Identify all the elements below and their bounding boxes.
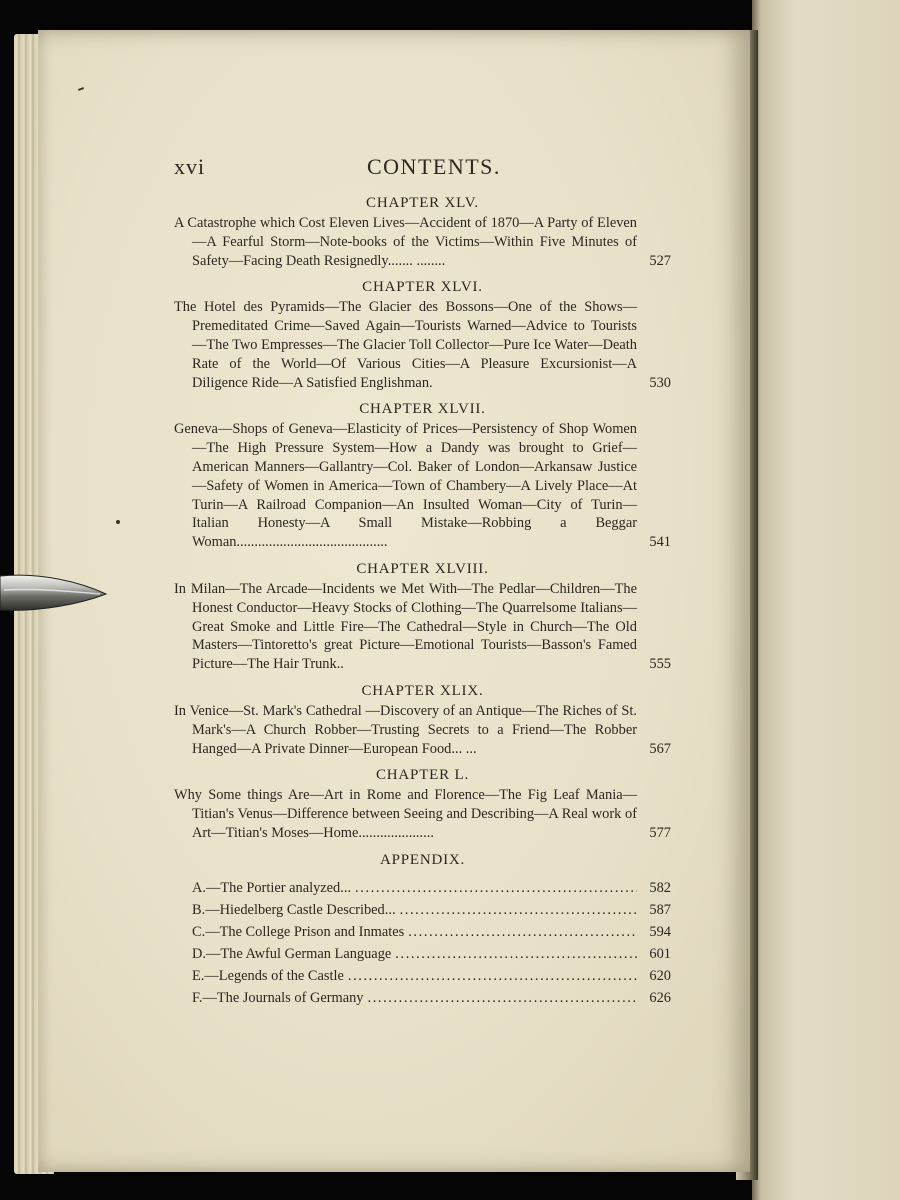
- chapter-page-number: 527: [649, 252, 671, 269]
- appendix-item: [174, 987, 671, 1009]
- dot-leader: [368, 987, 638, 1009]
- chapter-heading: CHAPTER XLIX.: [361, 682, 484, 699]
- chapter-section: [174, 680, 671, 758]
- appendix-label: F.—The Journals of Germany: [192, 989, 364, 1006]
- chapter-section: [174, 192, 671, 270]
- appendix-label: A.—The Portier analyzed...: [192, 879, 352, 896]
- chapter-heading: CHAPTER XLVIII.: [356, 560, 489, 577]
- appendix-page-number: 626: [649, 989, 671, 1006]
- appendix-page-number: 601: [649, 945, 671, 962]
- appendix-list: [174, 877, 671, 1009]
- ink-speck: [116, 520, 120, 524]
- chapter-page-number: 555: [649, 656, 671, 673]
- chapter-summary: A Catastrophe which Cost Eleven Lives—Accident of 1870—A Party of Eleven—A Fearful Storm—Note-books of the Victims—Within Five Minutes of Safety—Facing Death Resignedly....... ........: [174, 215, 637, 269]
- appendix-label: E.—Legends of the Castle: [192, 967, 344, 984]
- chapter-heading: CHAPTER XLVI.: [362, 279, 483, 296]
- chapter-summary: In Milan—The Arcade—Incidents we Met With—The Pedlar—Children—The Honest Conductor—Heavy Stocks of Clothing—The Quarrelsome Italians—Great Smoke and Little Fire—The Cathedral—Style in Church—The Old Masters—Tintoretto's great Picture—Emotional Tourists—Basson's Famed Picture—The Hair Trunk..: [174, 580, 637, 673]
- appendix-item: [174, 965, 671, 987]
- appendix-page-number: 582: [649, 879, 671, 896]
- chapter-page-number: 541: [649, 534, 671, 551]
- chapter-summary: The Hotel des Pyramids—The Glacier des Bossons—One of the Shows—Premeditated Crime—Saved Again—Tourists Warned—Advice to Tourists—The Two Empresses—The Glacier Toll Collector—Pure Ice Water—Death Rate of the World—Of Various Cities—A Pleasure Excursionist—A Diligence Ride—A Satisfied Englishman.: [174, 299, 637, 391]
- page-title: CONTENTS.: [367, 154, 501, 179]
- appendix-item: [174, 943, 671, 965]
- appendix-page-number: 620: [649, 967, 671, 984]
- appendix-page-number: 594: [649, 923, 671, 940]
- chapter-summary: Geneva—Shops of Geneva—Elasticity of Prices—Persistency of Shop Women—The High Pressure System—How a Dandy was brought to Grief—American Manners—Gallantry—Col. Baker of London—Arkansaw Justice—Safety of Women in America—Town of Chambery—A Lively Place—At Turin—A Railroad Companion—An Insulted Woman—City of Turin—Italian Honesty—A Small Mistake—Robbing a Beggar Woman..........................................: [174, 421, 637, 551]
- chapter-section: [174, 398, 671, 552]
- contents-list: [174, 186, 671, 1009]
- facing-page: [752, 0, 900, 1200]
- chapter-heading: CHAPTER L.: [375, 767, 469, 784]
- chapter-page-number: 577: [649, 824, 671, 841]
- chapter-entry: [174, 580, 671, 674]
- chapter-entry: [174, 420, 671, 552]
- chapter-page-number: 567: [649, 740, 671, 757]
- appendix-item: [174, 877, 671, 899]
- appendix-heading: APPENDIX.: [379, 851, 466, 868]
- chapter-entry: [174, 702, 671, 758]
- appendix-label: C.—The College Prison and Inmates: [192, 923, 405, 940]
- chapter-entry: [174, 786, 671, 842]
- dot-leader: [348, 965, 637, 987]
- appendix-section: [174, 849, 671, 1009]
- appendix-page-number: 587: [649, 901, 671, 918]
- appendix-label: D.—The Awful German Language: [192, 945, 392, 962]
- chapter-section: [174, 276, 671, 392]
- book-page: [38, 30, 750, 1172]
- appendix-item: [174, 921, 671, 943]
- chapter-summary: Why Some things Are—Art in Rome and Florence—The Fig Leaf Mania—Titian's Venus—Difference between Seeing and Describing—A Real work of Art—Titian's Moses—Home.....................: [174, 787, 637, 841]
- dot-leader: [408, 921, 637, 943]
- metal-bookmark: [0, 568, 110, 618]
- chapter-page-number: 530: [649, 374, 671, 391]
- appendix-label: B.—Hiedelberg Castle Described...: [192, 901, 396, 918]
- page-numeral: xvi: [174, 154, 206, 179]
- dot-leader: [395, 943, 637, 965]
- dot-leader: [400, 899, 637, 921]
- chapter-section: [174, 558, 671, 674]
- ink-speck: [78, 87, 84, 91]
- dot-leader: [355, 877, 637, 899]
- chapter-heading: CHAPTER XLV.: [366, 195, 479, 211]
- appendix-item: [174, 899, 671, 921]
- chapter-entry: [174, 214, 671, 270]
- chapter-heading: CHAPTER XLVII.: [359, 401, 486, 418]
- chapter-section: [174, 764, 671, 842]
- page-header: [38, 154, 750, 184]
- chapter-summary: In Venice—St. Mark's Cathedral —Discovery of an Antique—The Riches of St. Mark's—A Church Robber—Trusting Secrets to a Friend—The Robber Hanged—A Private Dinner—European Food... ...: [174, 702, 637, 757]
- chapter-entry: [174, 298, 671, 392]
